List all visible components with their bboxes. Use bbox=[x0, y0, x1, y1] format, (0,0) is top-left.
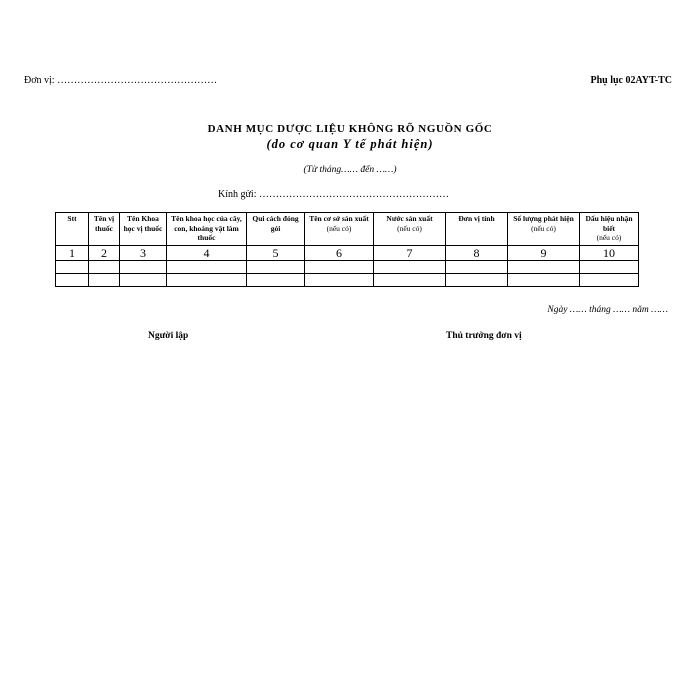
column-header-country: Nước sản xuất (nếu có) bbox=[374, 213, 446, 246]
column-header-herb-name: Tên vị thuốc bbox=[89, 213, 120, 246]
document-title: DANH MỤC DƯỢC LIỆU KHÔNG RÕ NGUỒN GỐC bbox=[207, 123, 493, 135]
column-number: 9 bbox=[508, 246, 580, 261]
recipient-line: Kính gửi: ………………………………………………… bbox=[218, 189, 449, 200]
table-cell bbox=[305, 261, 374, 274]
column-number: 8 bbox=[446, 246, 508, 261]
table-cell bbox=[89, 261, 120, 274]
table-cell bbox=[247, 274, 305, 287]
column-header-source-species: Tên khoa học của cây, con, khoáng vật làm thuốc bbox=[167, 213, 247, 246]
column-number: 3 bbox=[120, 246, 167, 261]
column-number: 5 bbox=[247, 246, 305, 261]
table-cell bbox=[305, 274, 374, 287]
table-cell bbox=[120, 261, 167, 274]
table-cell bbox=[167, 274, 247, 287]
table-cell bbox=[247, 261, 305, 274]
preparer-signature-label: Người lập bbox=[148, 331, 189, 341]
head-signature-label: Thủ trưởng đơn vị bbox=[446, 331, 522, 341]
column-number: 6 bbox=[305, 246, 374, 261]
column-header-scientific-herb-name: Tên Khoa học vị thuốc bbox=[120, 213, 167, 246]
table-cell bbox=[56, 274, 89, 287]
date-line: Ngày …… tháng …… năm …… bbox=[547, 305, 668, 315]
column-number: 1 bbox=[56, 246, 89, 261]
table-header-row bbox=[56, 213, 639, 246]
table-cell bbox=[580, 261, 639, 274]
table-cell bbox=[374, 261, 446, 274]
table-cell bbox=[89, 274, 120, 287]
column-header-manufacturer: Tên cơ sở sản xuất (nếu có) bbox=[305, 213, 374, 246]
table-row bbox=[56, 274, 639, 287]
column-number: 10 bbox=[580, 246, 639, 261]
table-cell bbox=[508, 261, 580, 274]
table-cell bbox=[374, 274, 446, 287]
table-cell bbox=[446, 261, 508, 274]
column-header-unit: Đơn vị tính bbox=[446, 213, 508, 246]
table-cell bbox=[580, 274, 639, 287]
column-header-identification-signs: Dấu hiệu nhận biết (nếu có) bbox=[580, 213, 639, 246]
column-number: 7 bbox=[374, 246, 446, 261]
unit-label: Đơn vị: ………………………………………… bbox=[24, 75, 218, 86]
column-number: 4 bbox=[167, 246, 247, 261]
table-cell bbox=[120, 274, 167, 287]
column-number: 2 bbox=[89, 246, 120, 261]
table-row bbox=[56, 261, 639, 274]
appendix-label: Phụ lục 02AYT-TC bbox=[590, 75, 672, 86]
table-cell bbox=[167, 261, 247, 274]
table-cell bbox=[56, 261, 89, 274]
herbal-material-table bbox=[55, 212, 639, 287]
reporting-period: (Từ tháng…… đến ……) bbox=[303, 165, 397, 175]
column-number-row bbox=[56, 246, 639, 261]
document-subtitle: (do cơ quan Y tế phát hiện) bbox=[266, 137, 434, 151]
table-cell bbox=[508, 274, 580, 287]
column-header-packaging: Qui cách đóng gói bbox=[247, 213, 305, 246]
column-header-quantity: Số lượng phát hiện (nếu có) bbox=[508, 213, 580, 246]
table-cell bbox=[446, 274, 508, 287]
column-header-stt: Stt bbox=[56, 213, 89, 246]
